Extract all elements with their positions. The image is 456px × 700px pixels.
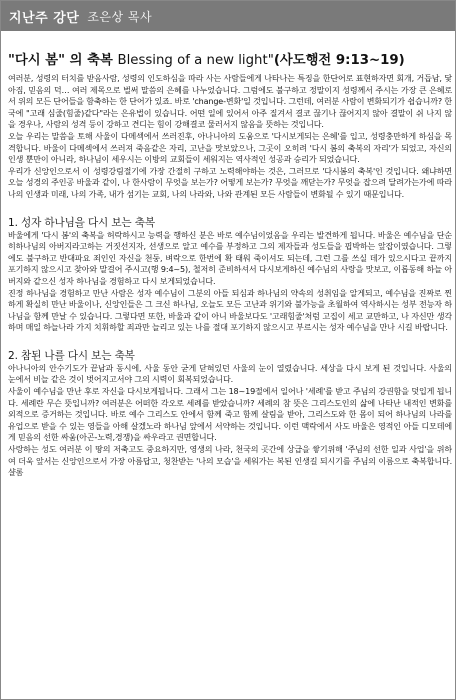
intro-paragraph-3: 우리가 신앙인으로서 이 성령강림절기에 가장 간절히 구하고 노력해야하는 것은, 그러므로 '다시봄의 축복'인 것입니다. 왜냐하면 오늘 성경의 주인공 바울과 같이, 나 한사람이 무엇을 보는가? 어떻게 보는가? 무엇을 깨닫는가? 무엇을 잡으려 달려가는가에 따라 나의 인생과 미래, 나의 가족, 내가 섬기는 교회, 나의 나라와, 나와 관계된 모든 사람들이 변화될 수 있기 때문입니다. bbox=[8, 166, 452, 199]
title-english: Blessing of a new light" bbox=[117, 53, 274, 68]
intro-paragraph-2: 오늘 우리는 말씀을 토해 사울이 다메섹에서 쓰러진후, 아나니아의 도움으로 '다시보게되는 은혜'를 입고, 성령충만하게 하심을 목격합니다. 바울이 다메섹에서 쓰러져 죽음같은 자리, 고난을 맛보았으나, 그곳이 오히려 '다시 봄의 축복의 자리'가 되었고, 자신의 인생 뿐만이 아니라, 하나님이 세우시는 이방의 교회들이 세워지는 역사적인 성공과 승리가 되었습니다. bbox=[8, 131, 452, 165]
section-1-paragraph-1: 바울에게 '다시 봄'의 축복을 허락하시고 능력을 행하신 분은 바로 예수님이었음을 우리는 발견하게 됩니다. 바울은 예수님을 단순히하나님의 아버지라고하는 거짓선지자, 선생으로 알고 예수를 부정하고 그의 제자들과 성도들을 핍박하는 앞잡이였습니다. 그렇에도 불구하고 반대파요 죄인인 자신을 천둥, 벼락으로 한번에 확 태워 죽이셔도 되는데, 그런 그를 쓰실 데가 있으시다고 끝까지 포기하지 않으시고 찾아와 말걸어 주시고(행 9:4~5), 철저히 준비하셔서 다시보게하신 예수님의 사랑을 맛보고, 이롭동해 하늘 아버지와 같으신 성자 하나님을 경험하고 다시 보게되었습니다. bbox=[8, 230, 452, 286]
series-label: 지난주 강단 bbox=[9, 10, 80, 26]
sermon-body bbox=[8, 73, 452, 479]
section-1-heading: 1. 성자 하나님을 다시 보는 축복 bbox=[8, 216, 155, 229]
header-bar bbox=[1, 1, 455, 31]
spacer bbox=[8, 201, 452, 209]
section-2-heading: 2. 참된 나를 다시 보는 축복 bbox=[8, 349, 135, 362]
speaker-name: 조은상 목사 bbox=[87, 9, 153, 24]
sermon-title bbox=[8, 49, 450, 68]
section-1-paragraph-2: 진정 하나님을 경험하고 만난 사람은 성자 예수님이 그분의 아들 되심과 하나님의 약속의 성취임을 알게되고, 예수님을 진짜로 찐하게 확실히 만난 바울이나, 신앙인들은 그 크신 하나님, 오늘도 모든 고난과 위기와 불가능을 초월하여 역사하시는 성부 전능자 하나님을 함께 만날 수 있습니다. 그렇다면 또한, 바울과 같이 아니 바울보다도 '고래힘줄'처럼 고집이 세고 교만하고, 나 자신만 생각하며 매일 하늘나라 가지 치휘하할 죄과만 늘리고 있는 나를 절대 포기하지 않으시고 부르시는 성자 예수님을 만나 시길 바랍니다. bbox=[8, 288, 452, 333]
section-2-paragraph-2: 사울이 예수님을 만난 후로 자신을 다시보게됩니다. 그래서 그는 18~19절에서 일어나 '세례'를 받고 주님의 강권함을 덧입게 됩니다. 세례란 무슨 뜻입니까? 여러분은 어떠한 각오로 세례를 받았습니까? 세례의 참 뜻은 그리스도인의 삶에 나타난 내적인 변화를 외적으로 증거하는 것입니다. 바로 예수 그리스도 안에서 함께 죽고 함께 살림을 받아, 그리스도와 한 몸이 되어 하나님의 나라를 유업으로 받을 수 있는 영들을 아해 살겠노라 하나님 앞에서 서약하는 것입니다. 이런 맥락에서 사도 바울은 영적인 아들 디모데에게 믿음의 선한 싸움(아곤-노력,경쟁)을 싸우라고 권면합니다. bbox=[8, 387, 452, 443]
title-reference: (사도행전 9:13~19) bbox=[273, 53, 405, 68]
section-2-paragraph-3: 사랑하는 성도 여러분 이 땅의 저축고도 중요하지만, 영생의 나라, 천국의 곳간에 상급을 쌓기위해 '주님의 선한 일과 사업'을 위하여 더욱 앞서는 신앙인으로서 가장 아름답고, 청찬받는 '나의 모습'을 세워가는 복된 인생길 되시기를 주님의 이름으로 축복합니다. 샬롬 bbox=[8, 445, 452, 478]
title-korean: "다시 봄" 의 축복 bbox=[8, 53, 113, 68]
section-2-paragraph-1: 아나니아의 안수기도가 끝남과 동시에, 사울 동안 굳게 닫혀있던 사울의 눈이 열렸습니다. 세상을 다시 보게 된 것입니다. 사울의 눈에서 비늘 같은 것이 벗어지고서야 그의 시력이 회복되었습니다. bbox=[8, 363, 452, 385]
spacer bbox=[8, 334, 452, 342]
intro-paragraph-1: 여러분, 성령의 터치를 받음사람, 성령의 인도하심을 따라 사는 사람들에게 나타나는 특징을 한단어로 표현하자면 회개, 거듭남, 닻아짐, 믿음의 덕… 여러 제목으로 벌써 말씀의 은혜를 나누었습니다. 그럼에도 불구하고 정말이지 성령께서 주시는 가장 큰 은혜로서 위의 모든 단어들을 함축하는 한 단어가 있죠. 바로 'change-변화'일 것입니다. 그런데, 여러분 사람이 변화되기가 쉽습니까? 한국에 "고래 심줄(힘줄)같다"라는 은유법이 있습니다. 어떤 일에 있어서 아주 질겨서 결코 끊기나 끊어지지 않아 결말이 쉬 나지 않을 경우나, 사람의 성격 등이 강하고 견디는 힘이 강해결코 물러서지 않음을 뜻하는 것입니다. bbox=[8, 74, 452, 130]
